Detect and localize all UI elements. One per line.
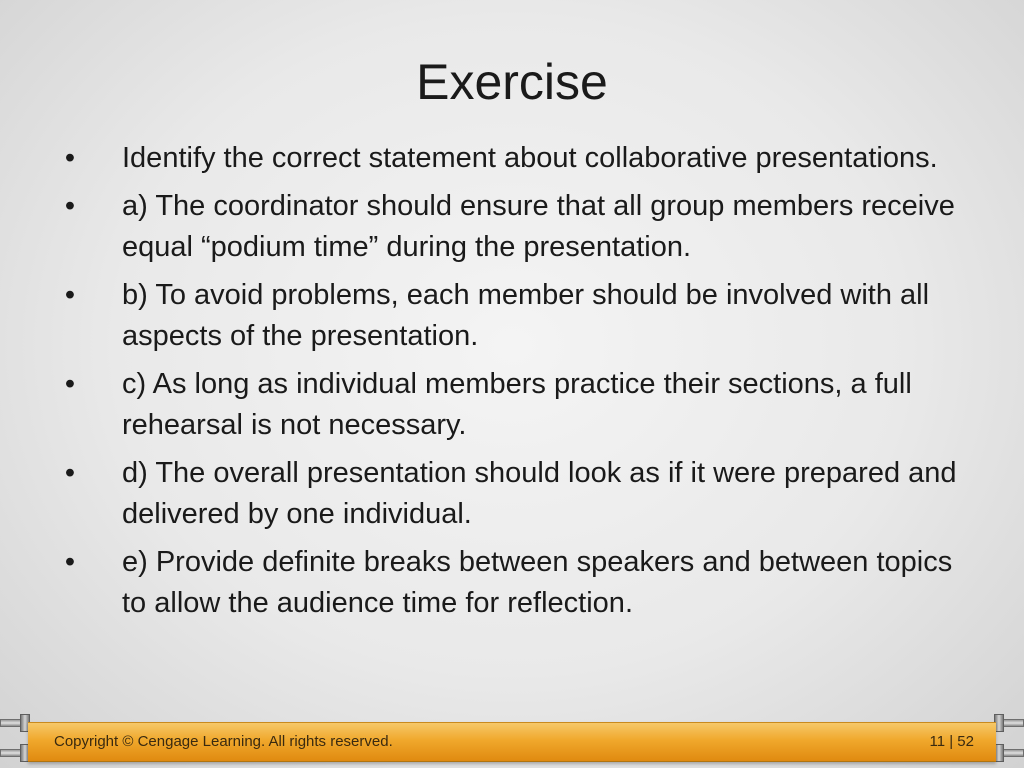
bullet-text: Identify the correct statement about collaborative presentations. — [122, 142, 938, 174]
slide-title: Exercise — [416, 54, 608, 110]
bullet-text: c) As long as individual members practice their sections, a full rehearsal is not necessary. — [122, 368, 912, 441]
copyright-text: Copyright © Cengage Learning. All rights reserved. — [54, 733, 393, 750]
footer — [0, 716, 1024, 768]
bullet-icon: • — [64, 546, 76, 578]
bullet-icon: • — [64, 279, 76, 311]
bullet-item — [0, 186, 1024, 268]
bullet-item — [0, 275, 1024, 357]
bullet-text: d) The overall presentation should look as if it were prepared and delivered by one individual. — [122, 457, 957, 530]
bullet-item — [0, 453, 1024, 535]
bullet-item — [0, 542, 1024, 624]
bullet-list — [0, 138, 1024, 631]
bullet-icon: • — [64, 368, 76, 400]
bullet-text: b) To avoid problems, each member should be involved with all aspects of the presentation. — [122, 279, 930, 352]
bullet-icon: • — [64, 142, 76, 174]
bullet-text: a) The coordinator should ensure that all group members receive equal “podium time” during the presentation. — [122, 190, 955, 263]
bullet-text: e) Provide definite breaks between speakers and between topics to allow the audience time for reflection. — [122, 546, 953, 619]
bullet-item — [0, 138, 1024, 179]
bullet-item — [0, 364, 1024, 446]
page-number: 11 | 52 — [929, 733, 974, 750]
bullet-icon: • — [64, 457, 76, 489]
bullet-icon: • — [64, 190, 76, 222]
